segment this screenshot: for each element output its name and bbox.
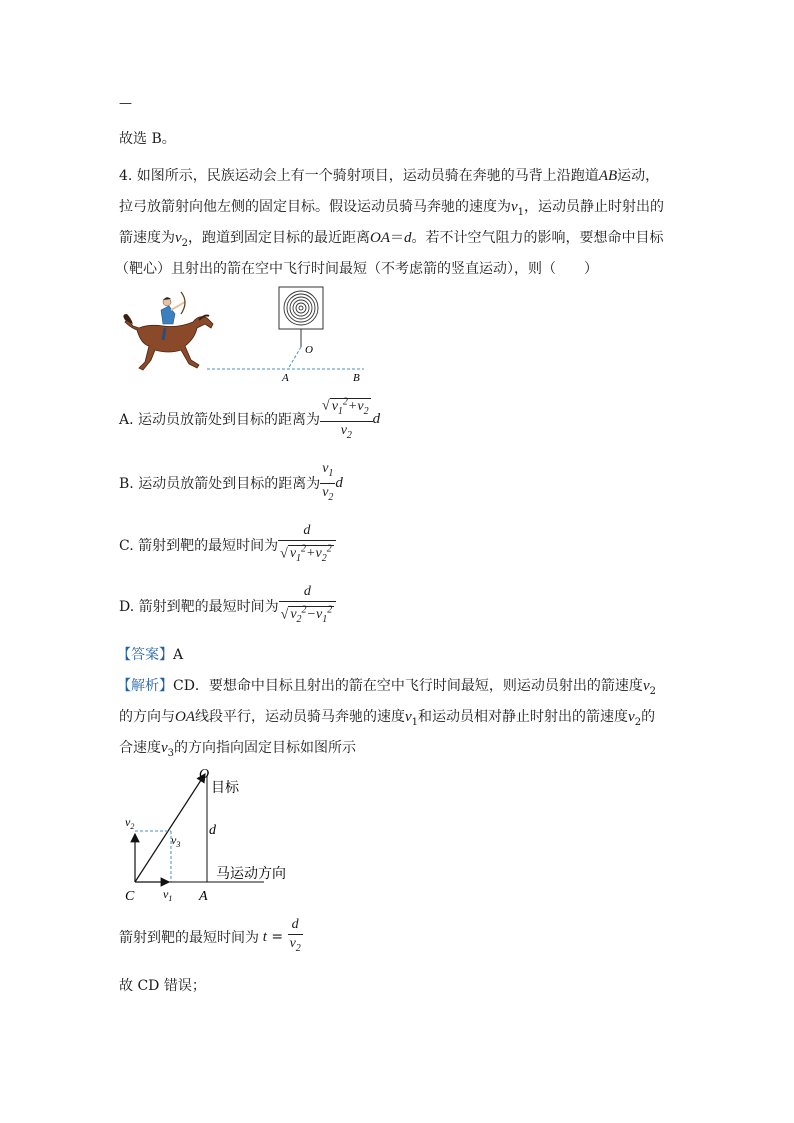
option-a: A. 运动员放箭处到目标的距离为 $\frac{√ v_1^2+v_2}{v_2}$ d [119,396,380,442]
label-target: 目标 [211,779,239,795]
option-c-fraction: $\frac{d}{√ v_1^2+v_2^2}$ [278,522,336,568]
question-line-2: 拉弓放箭射向他左侧的固定目标。假设运动员骑马奔驰的速度为$v_1$，运动员静止时射出的 [119,199,665,218]
label-A: A [199,889,208,904]
label-direction: 马运动方向 [216,865,286,881]
velocity-diagram [119,764,319,906]
label-C: C [125,889,135,904]
label-v1: $v_1$ [163,887,173,903]
conclusion: 故 CD 错误； [119,978,206,994]
analysis-line-2: 的方向与OA线段平行，运动员骑马奔驰的速度$v_1$和运动员相对静止时射出的箭速度$v_2$的 [119,709,656,728]
option-a-fraction: $\frac{√ v_1^2+v_2}{v_2}$ [320,393,373,444]
option-b: B. 运动员放箭处到目标的距离为 $\frac{v_1}{v_2}$ d [119,460,343,506]
question-line-3: 箭速度为$v_2$，跑道到固定目标的最近距离OA＝d。若不计空气阻力的影响，要想命中目标 [119,230,664,249]
label-A: A [282,372,289,384]
answer-line [117,645,183,665]
analysis-line-1: 【解析】CD．要想命中目标且射出的箭在空中飞行时间最短，则运动员射出的箭速度$v_2$ [117,678,656,697]
label-O: O [199,767,210,782]
option-c: C. 箭射到靶的最短时间为 $\frac{d}{√ v_1^2+v_2^2}$ [119,520,336,570]
answer-tag: 【答案】 [117,647,173,663]
label-d: d [209,823,216,838]
v3-vector [135,774,205,882]
label-O: O [305,344,313,356]
prev-answer: 故选 B。 [119,131,176,147]
option-d: D. 箭射到靶的最短时间为 $\frac{d}{√ v_2^2-v_1^2}$ [119,581,336,631]
target-box [279,287,323,329]
time-fraction: $\frac{d}{v_2}$ [289,917,301,954]
label-B: B [353,372,360,384]
horse-archer-figure [119,284,379,390]
separator-dash: — [119,96,132,111]
label-v2: $v_2$ [125,815,135,831]
option-b-fraction: $\frac{v_1}{v_2}$ [322,460,334,503]
answer-value: A [173,647,184,663]
horse-rider-icon [123,292,213,370]
min-time-line: 箭射到靶的最短时间为 t = $\frac{d}{v_2}$ [119,914,303,960]
label-v3: $v_3$ [171,833,181,849]
question-line-1: 4. 如图所示，民族运动会上有一个骑射项目，运动员骑在奔驰的马背上沿跑道AB运动， [119,168,660,184]
question-line-4: （靶心）且射出的箭在空中飞行时间最短（不考虑箭的竖直运动），则（ ） [115,261,598,277]
option-d-fraction: $\frac{d}{√ v_2^2-v_1^2}$ [279,583,337,629]
analysis-line-3: 合速度$v_3$的方向指向固定目标如图所示 [119,740,357,759]
